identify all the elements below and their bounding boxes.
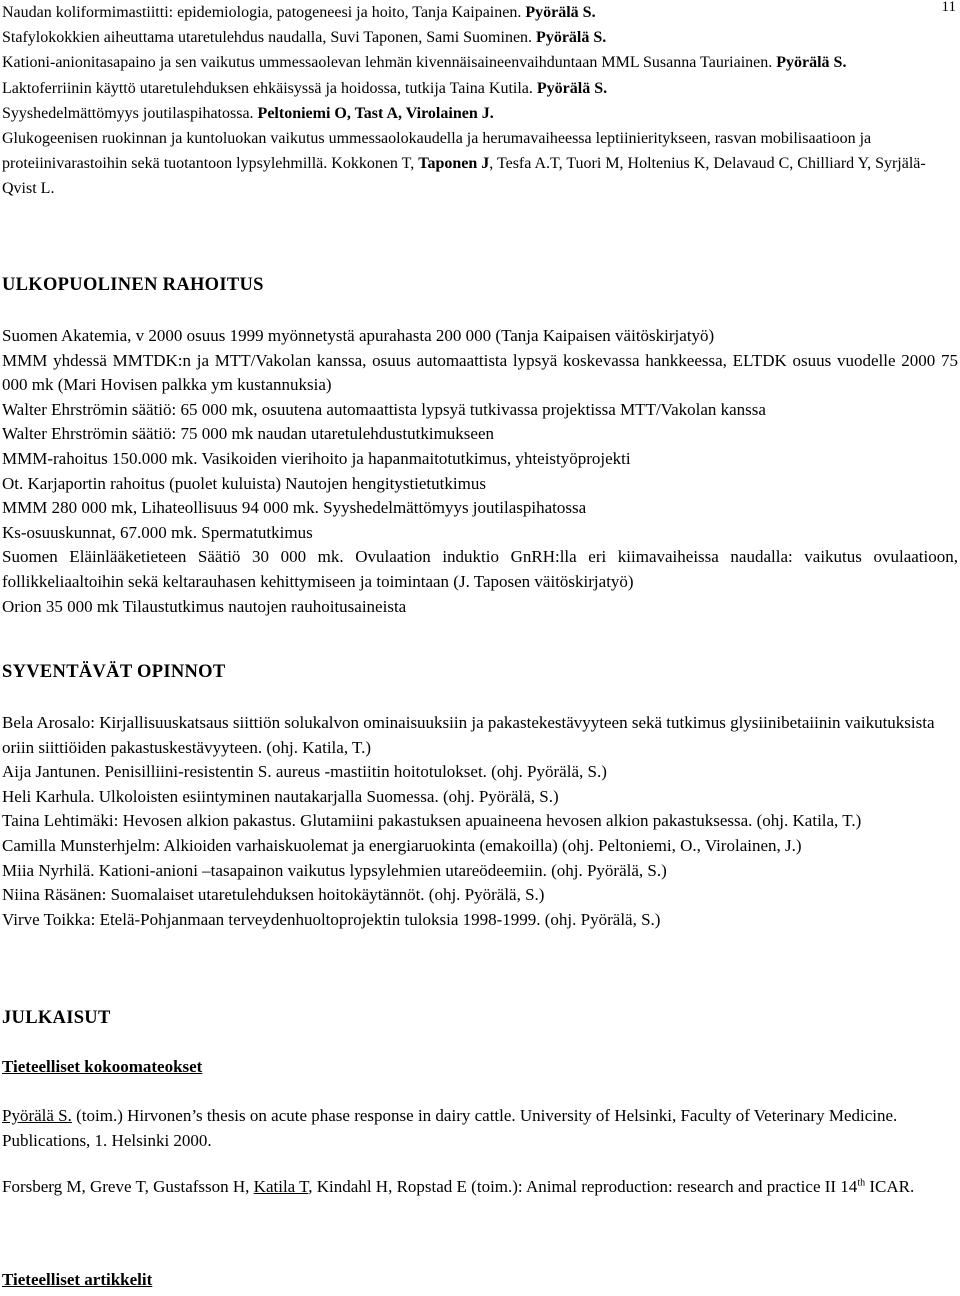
reference-editor: Katila T: [253, 1177, 309, 1196]
funding-line: Walter Ehrströmin säätiö: 75 000 mk naudan utaretulehdustutkimukseen: [2, 424, 494, 444]
funding-line: Ks-osuuskunnat, 67.000 mk. Spermatutkimus: [2, 522, 313, 542]
project-item: Glukogeenisen ruokinnan ja kuntoluokan vaikutus ummessaolokaudella ja herumavaiheessa leptiinieritykseen, rasvan mobilisaatioon ja proteiinivarastoihin sekä tuotantoon lypsylehmillä. Kokkonen T, Taponen J, Tesfa A.T, Tuori M, Holtenius K, Delavaud C, Chilliard Y, Syrjälä-Qvist L.: [2, 130, 926, 198]
funding-line: Orion 35 000 mk Tilaustutkimus nautojen rauhoitusaineista: [2, 596, 407, 616]
thesis-line: Miia Nyrhilä. Kationi-anioni –tasapainon vaikutus lypsylehmien utareödeemiin. (ohj. Pyörälä, S.): [2, 860, 667, 880]
project-item: Laktoferriinin käyttö utaretulehduksen ehkäisyssä ja hoidossa, tutkija Taina Kutila. Pyörälä S.: [2, 79, 608, 97]
advanced-studies-heading: SYVENTÄVÄT OPINNOT: [2, 662, 226, 682]
advanced-studies-list: [2, 711, 958, 932]
thesis-line: Taina Lehtimäki: Hevosen alkion pakastus. Glutamiini pakastuksen apuaineena hevosen alkion pakastuksessa. (ohj. Katila, T.): [2, 811, 862, 831]
project-item: Naudan koliformimastiitti: epidemiologia, patogeneesi ja hoito, Tanja Kaipainen. Pyörälä S.: [2, 4, 596, 21]
funding-line: MMM yhdessä MMTDK:n ja MTT/Vakolan kanssa, osuus automaattista lypsyä koskevassa hankkeessa, ELTDK osuus vuodelle 2000 75 000 mk (Mari Hovisen palkka ym kustannuksia): [2, 350, 958, 395]
project-list: [2, 0, 954, 202]
funding-list: [2, 324, 958, 619]
thesis-line: Virve Toikka: Etelä-Pohjanmaan terveydenhuoltoprojektin tuloksia 1998-1999. (ohj. Pyörälä, S.): [2, 909, 661, 929]
subsection-collected-works: Tieteelliset kokoomateokset: [2, 1057, 203, 1076]
funding-line: Walter Ehrströmin säätiö: 65 000 mk, osuutena automaattista lypsyä tutkivassa projektissa MTT/Vakolan kanssa: [2, 399, 766, 419]
project-item: Stafylokokkien aiheuttama utaretulehdus naudalla, Suvi Taponen, Sami Suominen. Pyörälä S.: [2, 29, 607, 47]
funding-line: Suomen Akatemia, v 2000 osuus 1999 myönnetystä apurahasta 200 000 (Tanja Kaipaisen väitöskirjatyö): [2, 326, 715, 345]
thesis-line: Camilla Munsterhjelm: Alkioiden varhaiskuolemat ja energiaruokinta (emakoilla) (ohj. Peltoniemi, O., Virolainen, J.): [2, 835, 802, 855]
project-item: Syyshedelmättömyys joutilaspihatossa. Peltoniemi O, Tast A, Virolainen J.: [2, 104, 494, 122]
publications-heading: JULKAISUT: [2, 1008, 111, 1028]
funding-line: Suomen Eläinlääketieteen Säätiö 30 000 mk. Ovulaation induktio GnRH:lla eri kiimavaiheissa naudalla: vaikutus ovulaatioon, follikkeliaaltoihin sekä keltarauhasen kehittymiseen ja toimintaan (J. Taposen väitöskirjatyö): [2, 547, 958, 591]
thesis-line: Aija Jantunen. Penisilliini-resistentin S. aureus -mastiitin hoitotulokset. (ohj. Pyörälä, S.): [2, 762, 607, 782]
funding-line: Ot. Karjaportin rahoitus (puolet kuluista) Nautojen hengitystietutkimus: [2, 473, 486, 493]
reference-item: Forsberg M, Greve T, Gustafsson H, Katila T, Kindahl H, Ropstad E (toim.): Animal reproduction: research and practice II 14th ICAR.: [2, 1177, 915, 1196]
thesis-line: Heli Karhula. Ulkoloisten esiintyminen nautakarjalla Suomessa. (ohj. Pyörälä, S.): [2, 786, 559, 806]
page-number: 11: [941, 0, 956, 15]
thesis-line: Bela Arosalo: Kirjallisuuskatsaus siittiön solukalvon ominaisuuksiin ja pakastekestävyyteen sekä tutkimus glysiinibetaiinin vaikutuksista oriin siittiöiden pakastuskestävyyteen. (ohj. Katila, T.): [2, 713, 935, 757]
superscript: th: [857, 1177, 866, 1189]
thesis-line: Niina Räsänen: Suomalaiset utaretulehduksen hoitokäytännöt. (ohj. Pyörälä, S.): [2, 885, 545, 905]
funding-line: MMM-rahoitus 150.000 mk. Vasikoiden vierihoito ja hapanmaitotutkimus, yhteistyöprojekti: [2, 448, 631, 468]
reference-item: Pyörälä S. (toim.) Hirvonen’s thesis on acute phase response in dairy cattle. University of Helsinki, Faculty of Veterinary Medicine. Publications, 1. Helsinki 2000.: [2, 1106, 898, 1150]
funding-heading: ULKOPUOLINEN RAHOITUS: [2, 275, 264, 295]
project-item: Kationi-anionitasapaino ja sen vaikutus ummessaolevan lehmän kivennäisaineenvaihduntaan MML Susanna Tauriainen. Pyörälä S.: [2, 54, 847, 72]
subsection-scientific-articles: Tieteelliset artikkelit: [2, 1270, 153, 1289]
funding-line: MMM 280 000 mk, Lihateollisuus 94 000 mk. Syyshedelmättömyys joutilaspihatossa: [2, 498, 587, 518]
reference-editor: Pyörälä S.: [2, 1106, 72, 1125]
